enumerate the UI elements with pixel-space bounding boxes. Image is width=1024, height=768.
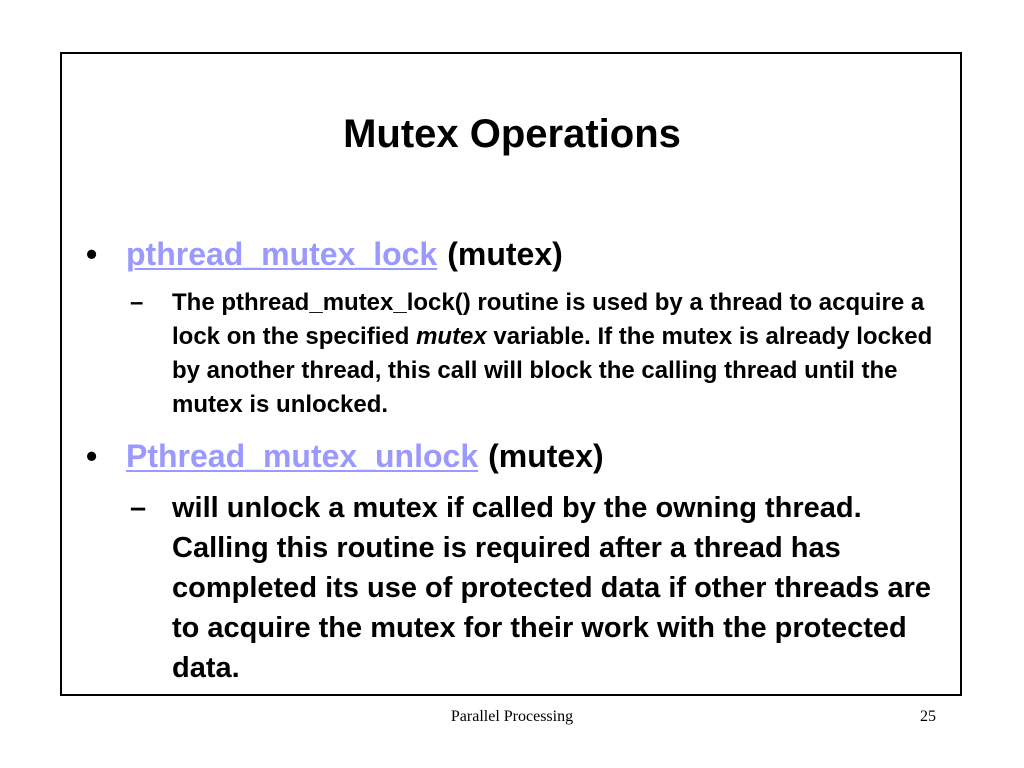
page-number: 25 (920, 708, 936, 725)
sub-text-part: variable. If the mutex is already locked by another thread, this call will block the calling thread until the mutex is unlocked. (172, 323, 933, 418)
sub-bullet-lock (130, 286, 942, 422)
mutex-emphasis: mutex (416, 323, 487, 350)
dash-marker: – (130, 492, 147, 524)
slide-title: Mutex Operations (343, 112, 681, 156)
bullet-marker: • (86, 438, 98, 474)
bullet-item-unlock (86, 436, 946, 476)
pthread-mutex-unlock-link[interactable]: Pthread_mutex_unlock (126, 438, 479, 474)
dash-marker: – (130, 289, 144, 316)
bullet-call-args: (mutex) (447, 236, 563, 272)
bullet-call-args: (mutex) (488, 438, 604, 474)
pthread-mutex-lock-link[interactable]: pthread_mutex_lock (126, 236, 438, 272)
sub-bullet-unlock-text: will unlock a mutex if called by the owning thread. Calling this routine is required after a thread has completed its use of protected data if other threads are to acquire the mutex for their work with the protected data. (172, 492, 931, 684)
footer-course-title: Parallel Processing (450, 708, 574, 725)
sub-bullet-unlock (130, 488, 942, 688)
bullet-item-lock (86, 234, 946, 274)
sub-text-part: The pthread_mutex_lock() routine is used by a thread to acquire a lock on the specified (172, 289, 925, 350)
bullet-marker: • (86, 236, 98, 272)
sub-bullet-lock-text (172, 286, 940, 422)
